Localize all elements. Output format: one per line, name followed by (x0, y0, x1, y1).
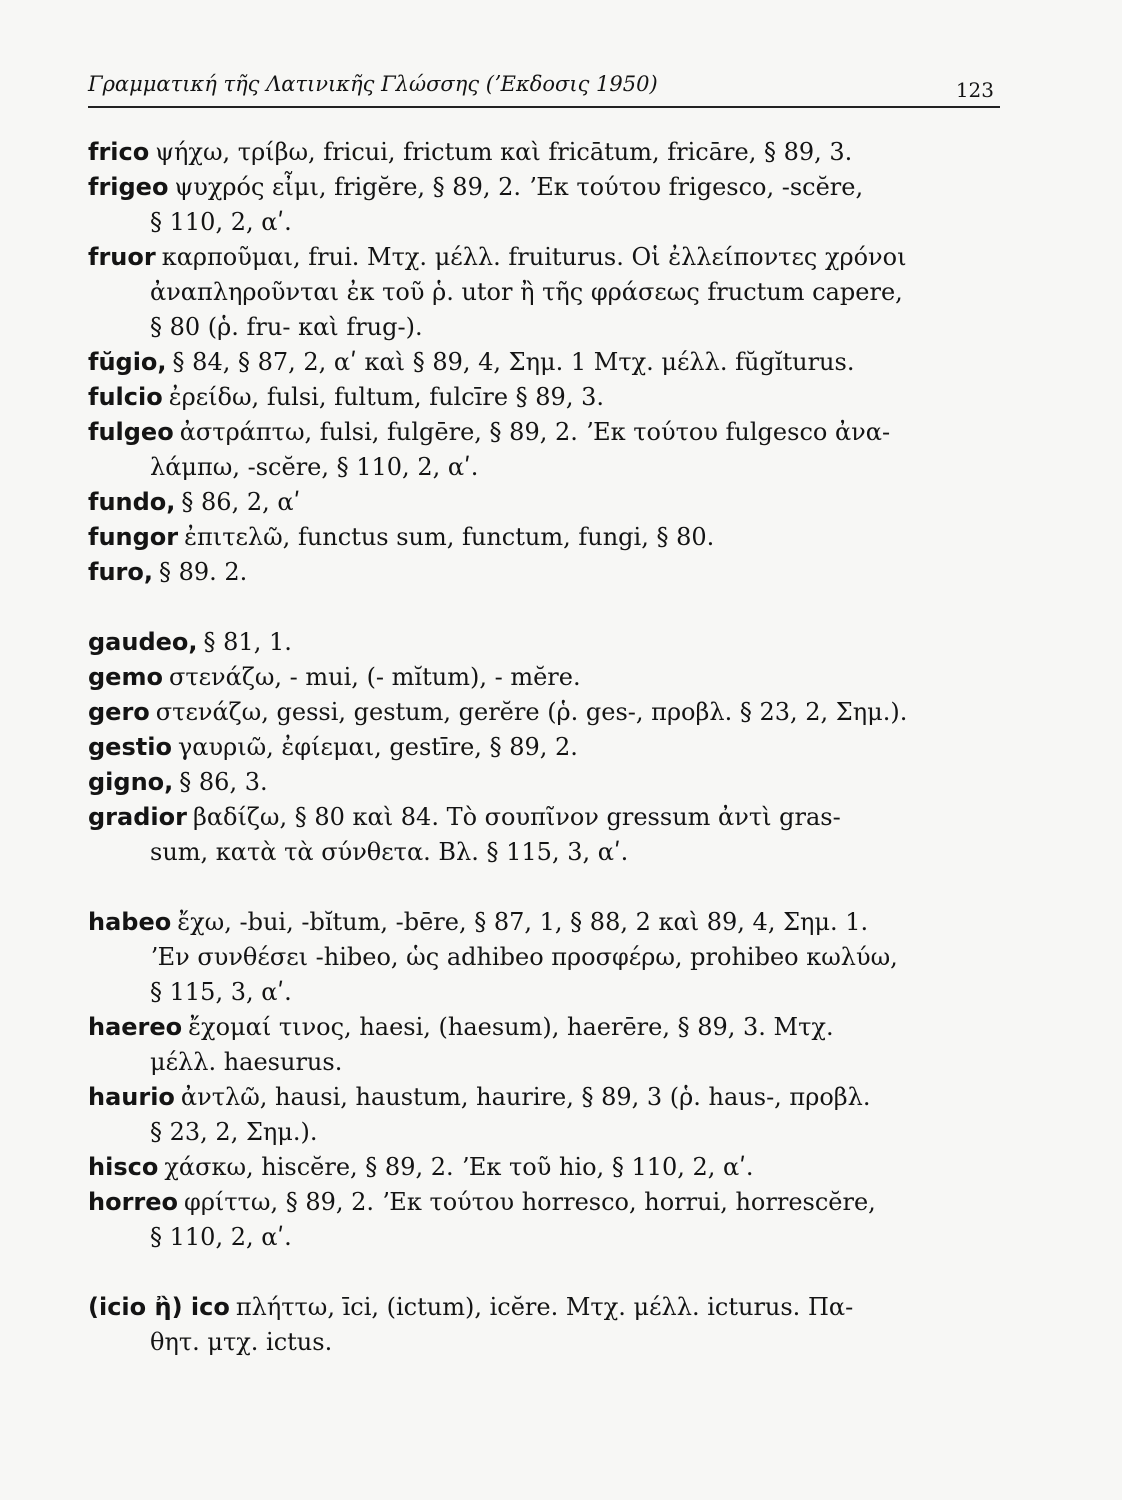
entry-text: ἔχω, -bui, -bĭtum, -bēre, § 87, 1, § 88, 2 καὶ 89, 4, Σημ. 1. (177, 908, 869, 936)
dictionary-entry (88, 485, 1000, 520)
entry-headword: (icio ἢ) ico (88, 1293, 230, 1321)
entry-line (88, 730, 1000, 765)
entry-headword: hisco (88, 1153, 159, 1181)
dictionary-entry (88, 765, 1000, 800)
entry-text: § 86, 3. (179, 768, 268, 796)
dictionary-entry (88, 905, 1000, 1010)
entry-headword: haereo (88, 1013, 183, 1041)
dictionary-entry (88, 800, 1000, 870)
entry-continuation: § 110, 2, αʹ. (150, 208, 292, 236)
entry-continuation: ʼΕν συνθέσει -hibeo, ὡς adhibeo προσφέρω, prohibeo κωλύω, (150, 943, 898, 971)
entry-continuation: ἀναπληροῦνται ἐκ τοῦ ῥ. utor ἢ τῆς φράσεως fructum capere, (150, 278, 903, 306)
entry-line (88, 240, 1000, 275)
dictionary-entry (88, 520, 1000, 555)
section-gap (88, 1255, 1000, 1290)
entry-headword: furo, (88, 558, 153, 586)
entry-headword: horreo (88, 1188, 179, 1216)
entry-line (88, 1185, 1000, 1220)
running-header (88, 64, 1000, 104)
entry-headword: gestio (88, 733, 172, 761)
entry-text: ἐπιτελῶ, functus sum, functum, fungi, § 80. (184, 523, 715, 551)
entry-line (88, 380, 1000, 415)
entry-headword: fruor (88, 243, 156, 271)
dictionary-entry (88, 1010, 1000, 1080)
entry-text: ἀντλῶ, hausi, haustum, haurire, § 89, 3 (ῥ. haus-, προβλ. (180, 1083, 871, 1111)
entry-continuation: μέλλ. haesurus. (150, 1048, 343, 1076)
dictionary-entry (88, 625, 1000, 660)
entry-line (88, 1150, 1000, 1185)
entry-text: γαυριῶ, ἐφίεμαι, gestīre, § 89, 2. (177, 733, 578, 761)
entry-text: πλήττω, īci, (ictum), icĕre. Μτχ. μέλλ. icturus. Πα- (235, 1293, 854, 1321)
entry-text: § 89. 2. (158, 558, 248, 586)
entry-continuation: sum, κατὰ τὰ σύνθετα. Βλ. § 115, 3, αʹ. (150, 838, 629, 866)
entry-line (88, 1010, 1000, 1045)
entry-headword: habeo (88, 908, 172, 936)
entry-text: φρίττω, § 89, 2. ʼΕκ τούτου horresco, horrui, horrescĕre, (184, 1188, 876, 1216)
entry-text: ἔχομαί τινος, haesi, (haesum), haerēre, § 89, 3. Μτχ. (188, 1013, 834, 1041)
entry-line (88, 485, 1000, 520)
entry-headword: fungor (88, 523, 179, 551)
dictionary-entry (88, 660, 1000, 695)
dictionary-entry (88, 1150, 1000, 1185)
entry-headword: fŭgio, (88, 348, 167, 376)
entry-line (88, 1080, 1000, 1115)
entry-line (88, 1290, 1000, 1325)
entry-headword: gemo (88, 663, 163, 691)
entry-line (88, 800, 1000, 835)
entry-line (88, 905, 1000, 940)
dictionary-entry (88, 380, 1000, 415)
entry-text: § 86, 2, αʹ (181, 488, 301, 516)
entry-headword: frico (88, 138, 150, 166)
entry-continuation: § 80 (ῥ. fru- καὶ frug-). (150, 313, 423, 341)
entry-text: § 81, 1. (203, 628, 292, 656)
entry-headword: fulgeo (88, 418, 174, 446)
header-title: Γραμματική τῆς Λατινικῆς Γλώσσης (ʼΕκδοσις 1950) (88, 72, 658, 96)
entry-text: § 84, § 87, 2, αʹ καὶ § 89, 4, Σημ. 1 Μτχ. μέλλ. fŭgĭturus. (172, 348, 855, 376)
entry-line (88, 170, 1000, 205)
entry-headword: fulcio (88, 383, 163, 411)
entry-text: ἀστράπτω, fulsi, fulgēre, § 89, 2. ʼΕκ τούτου fulgesco ἀνα- (179, 418, 891, 446)
entry-text: καρποῦμαι, frui. Μτχ. μέλλ. fruiturus. Οἱ ἐλλείποντες χρόνοι (161, 243, 907, 271)
entry-line (88, 415, 1000, 450)
page-number: 123 (955, 78, 994, 102)
entry-line (88, 520, 1000, 555)
entry-continuation: § 115, 3, αʹ. (150, 978, 292, 1006)
entry-text: ψυχρός εἶμι, frigĕre, § 89, 2. ʼΕκ τούτου frigesco, -scĕre, (174, 173, 864, 201)
entry-headword: haurio (88, 1083, 175, 1111)
entry-text: χάσκω, hiscĕre, § 89, 2. ʼΕκ τοῦ hio, § 110, 2, αʹ. (164, 1153, 754, 1181)
dictionary-entry (88, 345, 1000, 380)
entry-text: ἐρείδω, fulsi, fultum, fulcīre § 89, 3. (168, 383, 604, 411)
entry-continuation: § 110, 2, αʹ. (150, 1223, 292, 1251)
section-gap (88, 870, 1000, 905)
entry-text: στενάζω, gessi, gestum, gerĕre (ῥ. ges-, προβλ. § 23, 2, Σημ.). (155, 698, 908, 726)
entry-continuation: § 23, 2, Σημ.). (150, 1118, 318, 1146)
entry-line (88, 345, 1000, 380)
dictionary-entry (88, 555, 1000, 590)
entry-headword: gero (88, 698, 150, 726)
dictionary-entry (88, 1185, 1000, 1255)
dictionary-entry (88, 240, 1000, 345)
dictionary-entry (88, 695, 1000, 730)
dictionary-entry (88, 415, 1000, 485)
entry-headword: gradior (88, 803, 187, 831)
dictionary-entry (88, 1290, 1000, 1360)
entry-text: στενάζω, - mui, (- mĭtum), - mĕre. (168, 663, 581, 691)
dictionary-entry (88, 135, 1000, 170)
header-rule (88, 106, 1000, 108)
dictionary-entry (88, 170, 1000, 240)
entry-line (88, 135, 1000, 170)
entry-text: βαδίζω, § 80 καὶ 84. Τὸ σουπῖνον gressum ἀντὶ gras- (192, 803, 841, 831)
entry-line (88, 555, 1000, 590)
dictionary-entries (88, 135, 1000, 1360)
entry-line (88, 660, 1000, 695)
entry-continuation: λάμπω, -scĕre, § 110, 2, αʹ. (150, 453, 479, 481)
entry-headword: gaudeo, (88, 628, 198, 656)
section-gap (88, 590, 1000, 625)
entry-text: ψήχω, τρίβω, fricui, frictum καὶ fricātum, fricāre, § 89, 3. (155, 138, 853, 166)
entry-line (88, 625, 1000, 660)
dictionary-entry (88, 1080, 1000, 1150)
entry-headword: gigno, (88, 768, 174, 796)
entry-line (88, 695, 1000, 730)
entry-continuation: θητ. μτχ. ictus. (150, 1328, 333, 1356)
entry-headword: frigeo (88, 173, 169, 201)
dictionary-entry (88, 730, 1000, 765)
entry-headword: fundo, (88, 488, 176, 516)
entry-line (88, 765, 1000, 800)
